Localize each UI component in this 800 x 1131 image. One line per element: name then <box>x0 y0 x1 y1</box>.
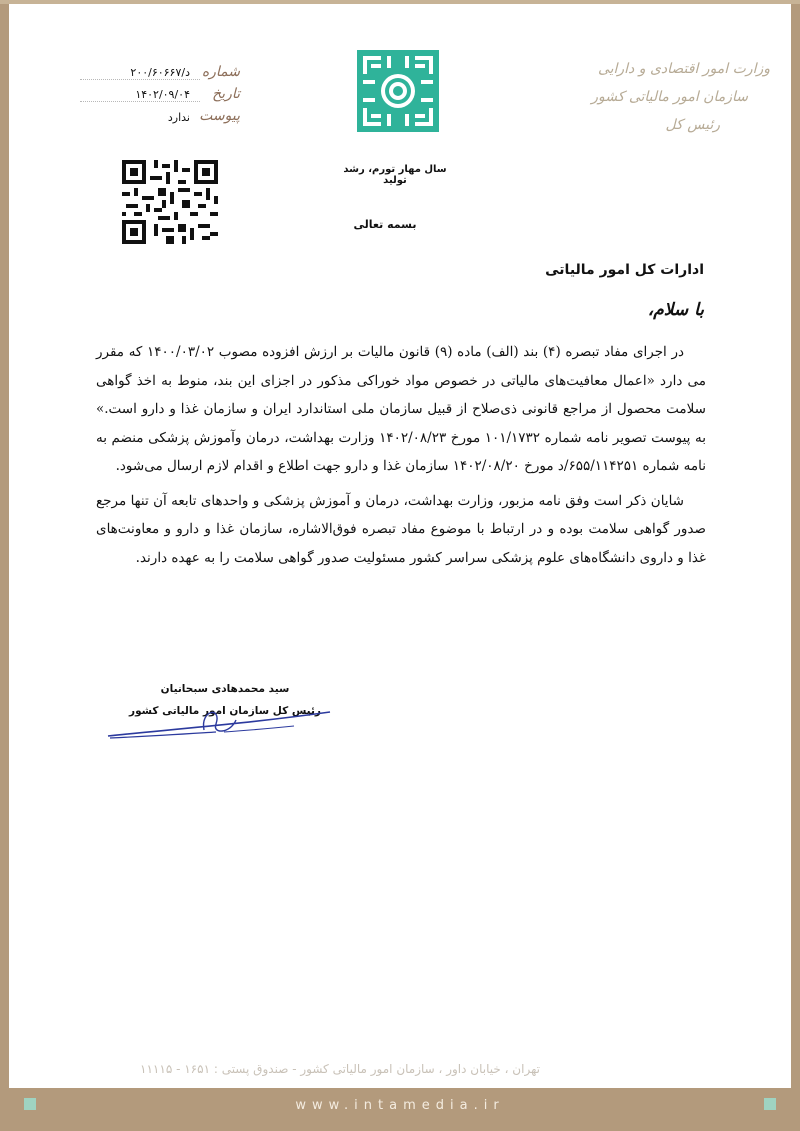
footer-address: تهران ، خیابان داور ، سازمان امور مالیاتی کشور - صندوق پستی : ۱۶۵۱ - ۱۱۱۱۵ <box>140 1062 540 1076</box>
signer-name: سید محمدهادی سبحانیان <box>160 683 290 695</box>
letter-date-row <box>80 80 240 102</box>
letter-attachment-label: پیوست <box>199 108 240 124</box>
ministry-header <box>580 55 770 139</box>
body-paragraph-2: شایان ذکر است وفق نامه مزبور، وزارت بهداشت، درمان و آموزش پزشکی و واحدهای تابعه آن تنها مرجع صدور گواهی سلامت بوده و در ارتباط با موضوع مفاد تبصره فوق‌الاشاره، سازمان غذا و دارو و معاونت‌های غذا و داروی دانشگاه‌های علوم پزشکی سراسر کشور مسئولیت صدور گواهی سلامت را به عهده دارند. <box>96 492 706 566</box>
ministry-line-3: رئیس کل <box>665 117 720 133</box>
qr-code <box>122 160 218 244</box>
letter-number-label: شماره <box>201 64 240 80</box>
letter-body <box>96 338 706 572</box>
body-paragraph-1: در اجرای مفاد تبصره (۴) بند (الف) ماده (۹) قانون مالیات بر ارزش افزوده مصوب ۱۴۰۰/۰۳/۰۲ که مقرر می دارد «اعمال معافیت‌های مالیاتی در خصوص مواد خوراکی مذکور در اجزای این بند، منوط به اخذ گواهی سلامت محصول از مراجع قانونی ذی‌صلاح از قبیل سازمان ملی استاندارد ایران و سازمان غذا و دارو است.» به پیوست تصویر نامه شماره ۱۰۱/۱۷۳۲ مورخ ۱۴۰۲/۰۸/۲۳ وزارت بهداشت، درمان وآموزش پزشکی منضم به نامه شماره ۶۵۵/۱۱۴۲۵۱/د مورخ ۱۴۰۲/۰۸/۲۰ سازمان غذا و دارو جهت اطلاع و اقدام لازم ارسال می‌شود. <box>96 344 706 474</box>
frame-top-border <box>0 0 800 4</box>
ministry-line-1: وزارت امور اقتصادی و دارایی <box>597 61 770 77</box>
signer-title: رئیس کل سازمان امور مالیاتی کشور <box>129 705 321 717</box>
letter-attachment-value: ندارد <box>167 111 190 124</box>
ministry-line-2: سازمان امور مالیاتی کشور <box>591 89 748 105</box>
frame-left-border <box>0 0 9 1131</box>
letter-attachment-row <box>80 102 240 124</box>
year-slogan: سال مهار تورم، رشد تولید <box>343 164 447 186</box>
greeting: با سلام، <box>647 300 704 320</box>
letter-date-label: تاریخ <box>212 86 240 102</box>
letter-metadata <box>80 58 240 124</box>
bismillah: بسمه تعالی <box>353 218 417 231</box>
tax-organization-logo <box>357 50 439 132</box>
letter-number-value: د/۲۰۰/۶۰۶۶۷ <box>80 66 200 80</box>
handwritten-signature <box>104 690 334 750</box>
letter-date-value: ۱۴۰۲/۰۹/۰۴ <box>80 88 200 102</box>
recipient: ادارات کل امور مالیاتی <box>545 262 704 278</box>
frame-right-border <box>791 0 800 1131</box>
footer-website: www.intamedia.ir <box>295 1098 505 1113</box>
letter-number-row <box>80 58 240 80</box>
